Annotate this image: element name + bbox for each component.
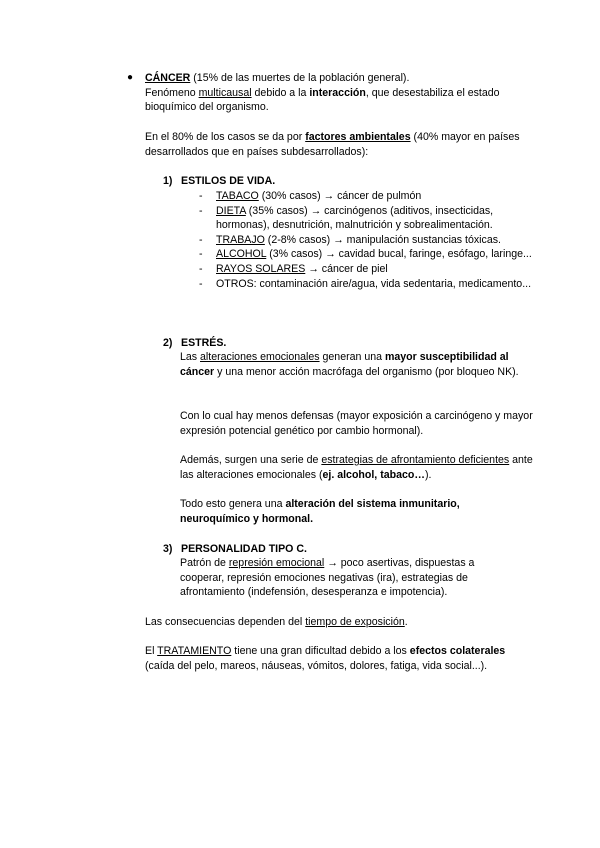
personality-underline: represión emocional xyxy=(228,557,325,569)
list-item: - TABACO (30% casos) → cáncer de pulmón xyxy=(199,190,422,202)
conseq-text: Las consecuencias dependen del xyxy=(145,616,306,628)
environment-paragraph xyxy=(145,130,525,159)
stress-bold: mayor susceptibilidad al cáncer xyxy=(180,351,509,378)
intro-title-rest: (15% de las muertes de la población general). xyxy=(190,72,410,84)
personality-text: → poco asertivas, dispuestas a cooperar, represión emociones negativas (ira), estrategias de afrontamiento (indefensión, desesperanza e impotencia). xyxy=(180,557,475,599)
stress-text: Con lo cual hay menos defensas (mayor exposición a carcinógeno y mayor expresión potencial genético por cambio hormonal). xyxy=(180,410,533,437)
treat-text: tiene una gran dificultad debido a los xyxy=(231,645,410,657)
treat-text: (caída del pelo, mareos, náuseas, vómitos, dolores, fatiga, vida social...). xyxy=(145,659,488,672)
list-item: - TRABAJO (2-8% casos) → manipulación sustancias tóxicas. xyxy=(199,233,501,246)
stress-text: y una menor acción macrófaga del organismo (por bloqueo NK). xyxy=(214,365,519,378)
list-item-text: (35% casos) → carcinógenos (aditivos, insecticidas, hormonas), desnutrición, malnutrición y sobrealimentación. xyxy=(216,204,494,232)
stress-bold: ej. alcohol, tabaco… xyxy=(322,468,425,481)
list-item-text: OTROS: contaminación aire/agua, vida sedentaria, medicamento... xyxy=(216,277,532,290)
treat-text: El xyxy=(145,645,158,657)
intro-text: debido a la xyxy=(251,86,310,99)
stress-paragraph-4 xyxy=(180,497,490,526)
stress-paragraph-2 xyxy=(180,409,535,438)
section-title: ESTRÉS. xyxy=(181,337,227,349)
personality-paragraph xyxy=(180,556,500,600)
stress-text: Todo esto genera una xyxy=(180,498,286,510)
conseq-underline: tiempo de exposición xyxy=(305,616,405,628)
list-item-keyword: TABACO xyxy=(216,190,259,202)
env-bold-underline: factores ambientales xyxy=(305,131,411,143)
list-item-text: (2-8% casos) → manipulación sustancias tóxicas. xyxy=(264,233,501,246)
stress-bold: alteración del sistema inmunitario, neuroquímico y hormonal. xyxy=(180,498,460,525)
section-title: ESTILOS DE VIDA. xyxy=(181,175,276,187)
list-item: - OTROS: contaminación aire/agua, vida sedentaria, medicamento... xyxy=(199,277,532,290)
section-number: 2) xyxy=(163,337,173,349)
personality-text: Patrón de xyxy=(180,557,229,569)
stress-underline: estrategias de afrontamiento deficientes xyxy=(321,454,510,466)
list-item: - ALCOHOL (3% casos) → cavidad bucal, faringe, esófago, laringe... xyxy=(199,248,532,261)
cancer-heading: CÁNCER xyxy=(145,72,191,84)
list-item-keyword: RAYOS SOLARES xyxy=(216,262,306,275)
list-item-text: (3% casos) → cavidad bucal, faringe, esófago, laringe... xyxy=(266,248,532,261)
env-text: En el 80% de los casos se da por xyxy=(145,131,306,143)
treat-bold: efectos colaterales xyxy=(409,645,506,657)
list-item: - RAYOS SOLARES → cáncer de piel xyxy=(199,262,388,275)
stress-text: Las xyxy=(180,351,201,363)
stress-text: ante las alteraciones emocionales ( xyxy=(180,454,533,481)
list-item-text: (30% casos) → cáncer de pulmón xyxy=(258,190,422,202)
stress-text: generan una xyxy=(319,351,385,363)
stress-paragraph-3 xyxy=(180,453,535,482)
list-item-keyword: ALCOHOL xyxy=(216,248,267,261)
intro-text: , que desestabiliza el estado bioquímico del organismo. xyxy=(145,86,500,114)
list-item-text: → cáncer de piel xyxy=(305,262,388,275)
intro-paragraph xyxy=(145,71,535,115)
section-title: PERSONALIDAD TIPO C. xyxy=(181,543,307,555)
stress-text: Además, surgen una serie de xyxy=(180,454,322,466)
treatment-paragraph xyxy=(145,644,535,673)
list-item-keyword: TRABAJO xyxy=(216,233,265,246)
intro-bold: interacción xyxy=(309,86,366,99)
consequences-paragraph xyxy=(145,615,535,630)
intro-underline: multicausal xyxy=(198,86,252,99)
lifestyle-list xyxy=(199,189,539,291)
bullet-dot: ● xyxy=(127,72,134,83)
stress-paragraph-1 xyxy=(180,350,535,379)
env-text: (40% mayor en países desarrollados que en países subdesarrollados): xyxy=(145,131,520,158)
conseq-text: . xyxy=(404,616,408,628)
list-item: - DIETA (35% casos) → carcinógenos (aditivos, insecticidas, hormonas), desnutrición, malnutrición y sobrealimentación. xyxy=(199,204,494,232)
intro-text: Fenómeno xyxy=(145,86,199,99)
section-number: 3) xyxy=(163,543,173,555)
stress-text: ). xyxy=(424,468,432,481)
stress-underline: alteraciones emocionales xyxy=(200,351,320,363)
treat-underline: TRATAMIENTO xyxy=(157,645,232,657)
section-number: 1) xyxy=(163,175,173,187)
list-item-keyword: DIETA xyxy=(216,204,246,217)
